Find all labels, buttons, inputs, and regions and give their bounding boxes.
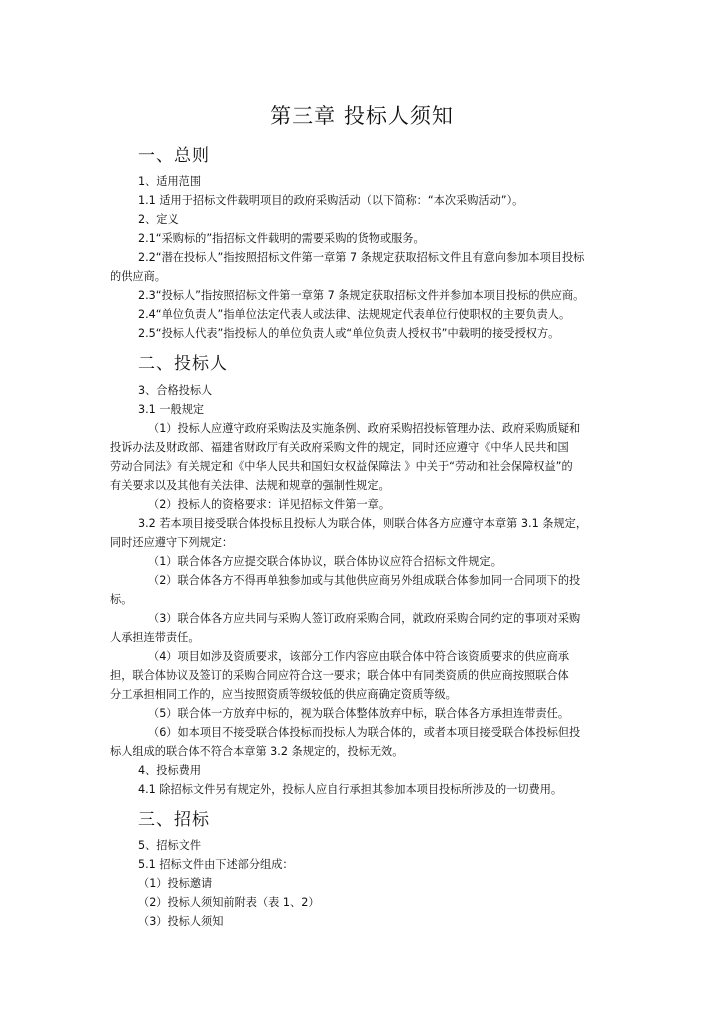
clause-text: 2.1“采购标的”指招标文件载明的需要采购的货物或服务。	[138, 232, 425, 245]
clause-text: 同时还应遵守下列规定：	[110, 536, 234, 549]
list-item: （1）投标邀请	[138, 877, 213, 890]
clause-heading: 1、适用范围	[138, 175, 202, 188]
clause-text: 劳动合同法》有关规定和《中华人民共和国妇女权益保障法 》中关于“劳动和社会保障权益”的	[110, 460, 573, 473]
clause-text: 4.1 除招标文件另有规定外，投标人应自行承担其参加本项目投标所涉及的一切费用。	[138, 783, 563, 796]
list-item: （3）投标人须知	[138, 915, 224, 928]
chapter-title: 第三章 投标人须知	[270, 104, 454, 128]
clause-text: 2.4“单位负责人”指单位法定代表人或法律、法规规定代表单位行使职权的主要负责人。	[138, 308, 571, 321]
clause-text: （1）投标人应遵守政府采购法及实施条例、政府采购招投标管理办法、政府采购质疑和	[148, 422, 581, 435]
clause-text: （6）如本项目不接受联合体投标而投标人为联合体的，或者本项目接受联合体投标但投	[148, 726, 581, 739]
clause-text: （5）联合体一方放弃中标的，视为联合体整体放弃中标，联合体各方承担连带责任。	[148, 707, 570, 720]
clause-text: 投诉办法及财政部、福建省财政厅有关政府采购文件的规定，同时还应遵守《中华人民共和国	[110, 441, 569, 454]
section-heading-tender: 三、招标	[138, 810, 210, 830]
clause-heading: 4、投标费用	[138, 764, 202, 777]
clause-text: 标人组成的联合体不符合本章第 3.2 条规定的，投标无效。	[110, 745, 404, 758]
clause-heading: 3、合格投标人	[138, 384, 213, 397]
clause-text: （1）联合体各方应提交联合体协议，联合体协议应符合招标文件规定。	[148, 555, 502, 568]
list-item: （2）投标人须知前附表（表 1、2）	[138, 896, 320, 909]
clause-text: 2.5“投标人代表”指投标人的单位负责人或“单位负责人授权书”中载明的接受授权方。	[138, 327, 560, 340]
clause-text: （4）项目如涉及资质要求，该部分工作内容应由联合体中符合该资质要求的供应商承	[148, 650, 570, 663]
clause-text: 5.1 招标文件由下述部分组成：	[138, 858, 294, 871]
clause-text: 1.1 适用于招标文件载明项目的政府采购活动（以下简称：“本次采购活动”）。	[138, 194, 524, 207]
clause-text: 3.2 若本项目接受联合体投标且投标人为联合体，则联合体各方应遵守本章第 3.1 条规定，	[138, 517, 588, 530]
clause-text: 人承担连带责任。	[110, 631, 200, 644]
clause-text: （3）联合体各方应共同与采购人签订政府采购合同，就政府采购合同约定的事项对采购	[148, 612, 581, 625]
clause-text: 担，联合体协议及签订的采购合同应符合这一要求；联合体中有同类资质的供应商按照联合体	[110, 669, 569, 682]
clause-text: 的供应商。	[110, 270, 166, 283]
clause-text: （2）投标人的资格要求：详见招标文件第一章。	[148, 498, 391, 511]
clause-heading: 2、定义	[138, 213, 179, 226]
section-heading-bidder: 二、投标人	[138, 354, 228, 374]
clause-text: 2.3“投标人”指按照招标文件第一章第 7 条规定获取招标文件并参加本项目投标的供应商。	[138, 289, 585, 302]
clause-heading: 5、招标文件	[138, 839, 202, 852]
clause-text: 2.2“潜在投标人”指按照招标文件第一章第 7 条规定获取招标文件且有意向参加本项目投标	[138, 251, 585, 264]
clause-text: 标。	[110, 593, 133, 606]
clause-text: 有关要求以及其他有关法律、法规和规章的强制性规定。	[110, 479, 390, 492]
clause-text: （2）联合体各方不得再单独参加或与其他供应商另外组成联合体参加同一合同项下的投	[148, 574, 581, 587]
clause-text: 3.1 一般规定	[138, 403, 205, 416]
clause-text: 分工承担相同工作的，应当按照资质等级较低的供应商确定资质等级。	[110, 688, 457, 701]
section-heading-general: 一、总则	[138, 146, 210, 166]
